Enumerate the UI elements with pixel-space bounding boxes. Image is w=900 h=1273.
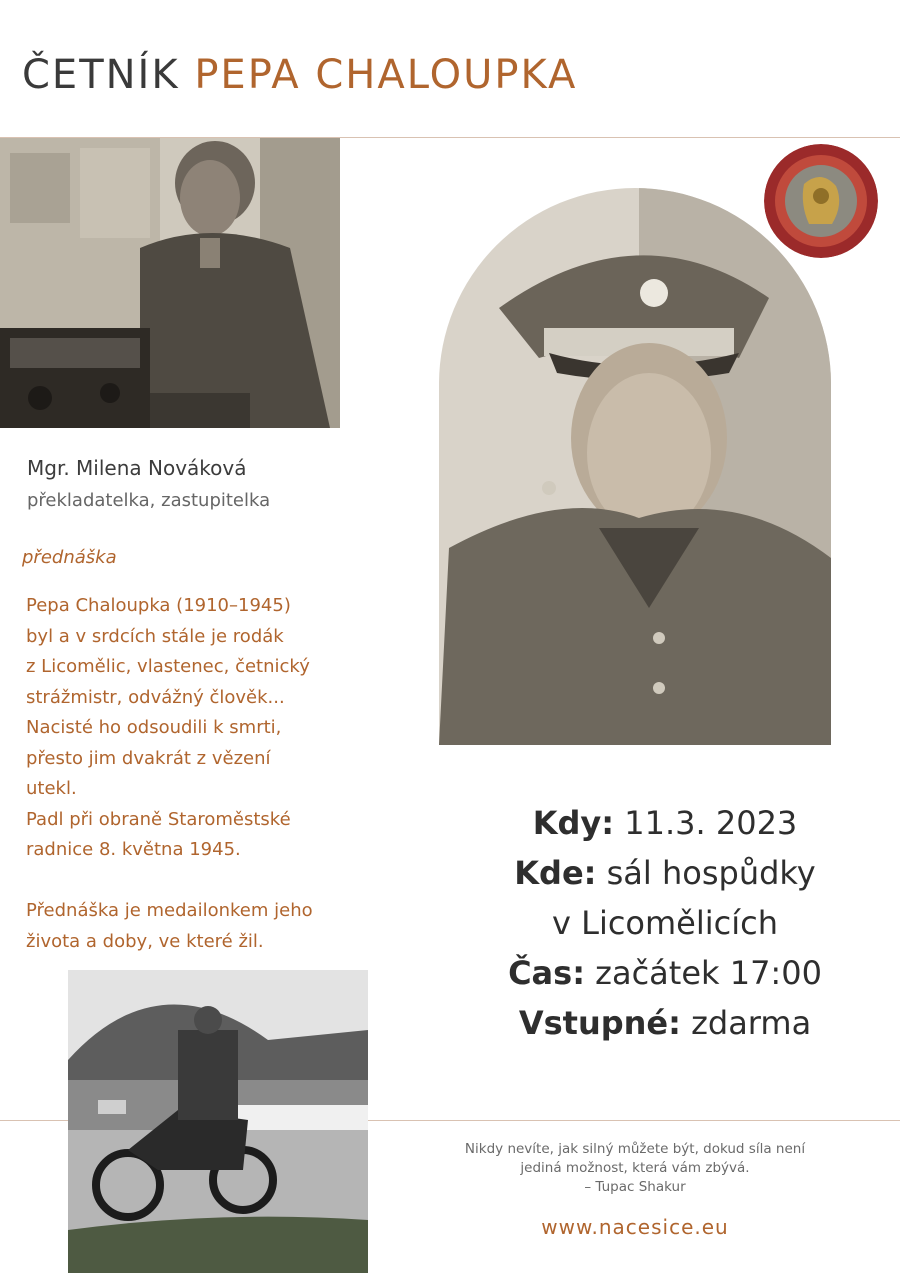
lecture-label: přednáška [22,547,117,568]
time-label: Čas: [508,954,585,992]
speaker-role: překladatelka, zastupitelka [27,490,271,511]
where-value: sál hospůdky [596,854,816,892]
bio-line: Nacisté ho odsoudili k smrti, [26,717,282,738]
event-entry [430,998,900,1048]
quote-author: – Tupac Shakur [584,1179,686,1195]
poster-title [22,52,577,98]
speaker-name: Mgr. Milena Nováková [27,456,247,480]
event-where [430,848,900,898]
motorcycle-photo [68,970,368,1273]
bio-line: přesto jim dvakrát z vězení [26,747,271,769]
website-link[interactable]: www.nacesice.eu [541,1215,729,1239]
when-label: Kdy: [532,804,615,842]
event-where-line2: v Licomělicích [552,904,778,942]
portrait-photo [439,188,831,745]
badge-icon [764,144,878,258]
quote [410,1140,860,1197]
bio-closing-line: života a doby, ve které žil. [26,930,264,952]
event-time [430,948,900,998]
when-value: 11.3. 2023 [614,804,798,842]
where-label: Kde: [514,854,597,892]
typewriter-photo [0,138,340,428]
title-part2: PEPA CHALOUPKA [194,52,578,98]
bio-spacer [26,866,426,897]
quote-line: Nikdy nevíte, jak silný můžete být, dokud síla není [464,1141,806,1157]
bio-line: radnice 8. května 1945. [26,839,241,860]
time-value: začátek 17:00 [584,954,822,992]
quote-line: jediná možnost, která vám zbývá. [520,1160,750,1176]
event-info [430,798,900,1048]
title-part1: ČETNÍK [22,52,180,98]
bio-line: strážmistr, odvážný člověk... [26,686,285,708]
bio-line: z Licomělic, vlastenec, četnický [26,656,310,677]
bio-line: Padl při obraně Staroměstské [26,808,291,830]
bio-line: Pepa Chaloupka (1910–1945) [26,595,291,616]
bio-line: byl a v srdcích stále je rodák [26,625,284,647]
bio-closing-line: Přednáška je medailonkem jeho [26,900,313,921]
event-when [430,798,900,848]
entry-label: Vstupné: [518,1004,681,1042]
entry-value: zdarma [680,1004,812,1042]
bio-text [26,591,426,957]
bio-line: utekl. [26,778,77,799]
